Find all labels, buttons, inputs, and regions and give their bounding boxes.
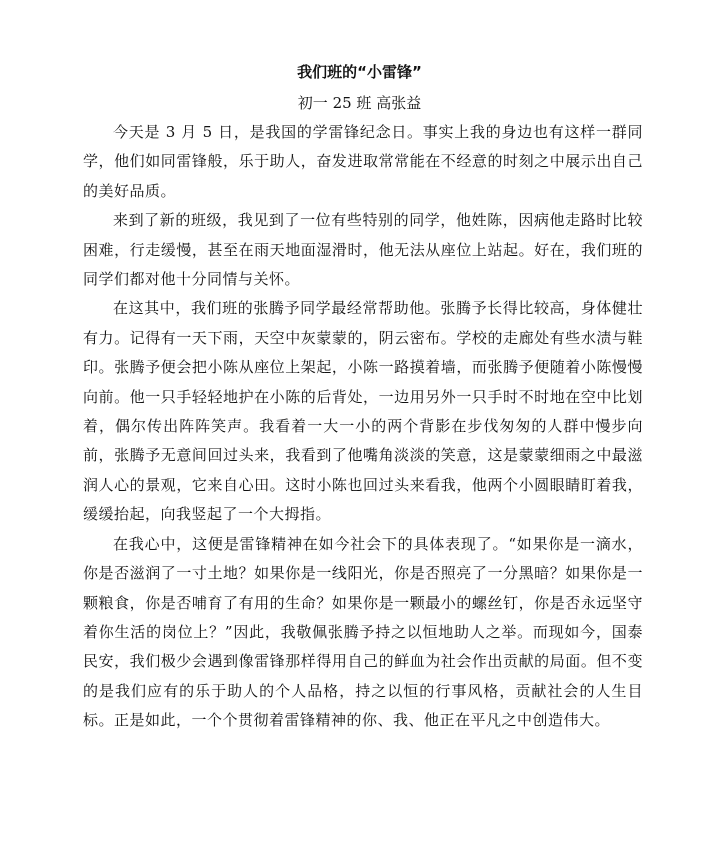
paragraph-1: 今天是 3 月 5 日，是我国的学雷锋纪念日。事实上我的身边也有这样一群同学，他们如同雷锋般，乐于助人，奋发进取常常能在不经意的时刻之中展示出自己的美好品质。	[83, 123, 643, 200]
paragraph-4: 在我心中，这便是雷锋精神在如今社会下的具体表现了。“如果你是一滴水，你是否滋润了一寸土地？如果你是一线阳光，你是否照亮了一分黑暗？如果你是一颗粮食，你是否哺育了有用的生命？如果你是一颗最小的螺丝钉，你是否永远坚守着你生活的岗位上？”因此，我敬佩张腾予持之以恒地助人之举。而现如今，国泰民安，我们极少会遇到像雷锋那样得用自己的鲜血为社会作出贡献的局面。但不变的是我们应有的乐于助人的个人品格，持之以恒的行事风格，贡献社会的人生目标。正是如此，一个个贯彻着雷锋精神的你、我、他正在平凡之中创造伟大。	[83, 534, 643, 730]
essay-body	[83, 118, 643, 736]
paragraph-3: 在这其中，我们班的张腾予同学最经常帮助他。张腾予长得比较高，身体健壮有力。记得有一天下雨，天空中灰蒙蒙的，阴云密布。学校的走廊处有些水渍与鞋印。张腾予便会把小陈从座位上架起，小陈一路摸着墙，而张腾予便随着小陈慢慢向前。他一只手轻轻地护在小陈的后背处，一边用另外一只手时不时地在空中比划着，偶尔传出阵阵笑声。我看着一大一小的两个背影在步伐匆匆的人群中慢步向前，张腾予无意间回过头来，我看到了他嘴角淡淡的笑意，这是蒙蒙细雨之中最滋润人心的景观，它来自心田。这时小陈也回过头来看我，他两个小圆眼睛盯着我，缓缓抬起，向我竖起了一个大拇指。	[83, 299, 643, 524]
essay-title: 我们班的“小雷锋”	[297, 63, 422, 81]
paragraph-2: 来到了新的班级，我见到了一位有些特别的同学，他姓陈，因病他走路时比较困难，行走缓慢，甚至在雨天地面湿滑时，他无法从座位上站起。好在，我们班的同学们都对他十分同情与关怀。	[83, 211, 643, 289]
author-byline: 初一 25 班 高张益	[297, 94, 422, 112]
